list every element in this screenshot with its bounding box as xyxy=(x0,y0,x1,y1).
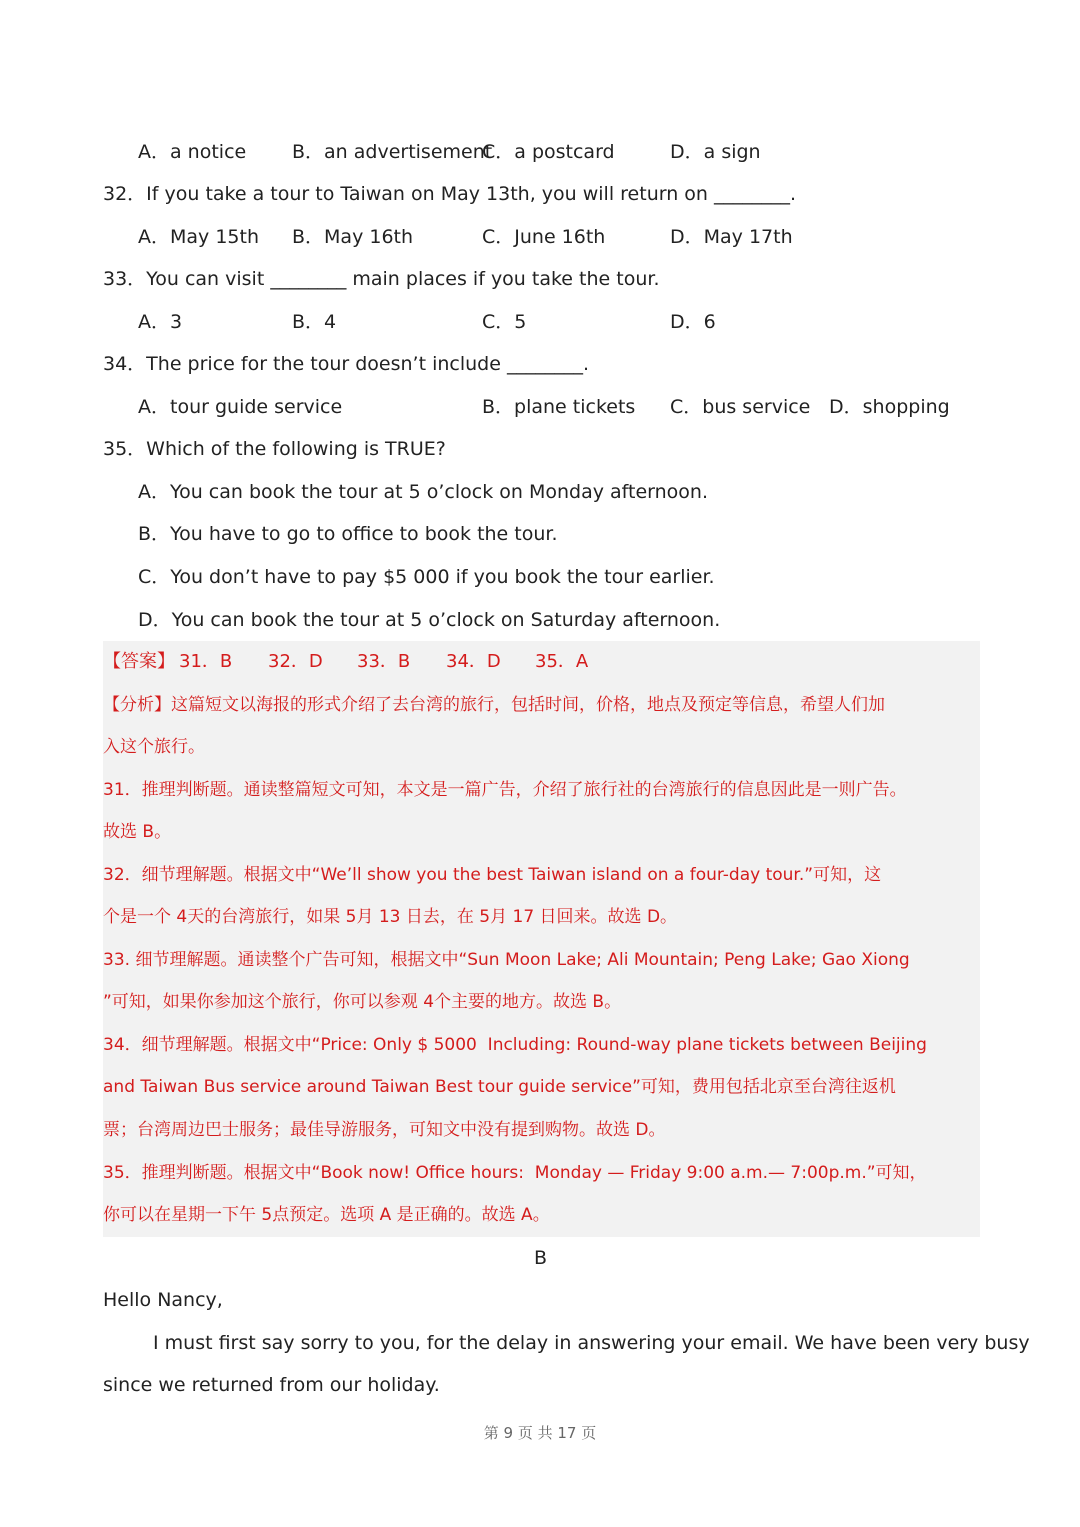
q33-option-d: D．6 xyxy=(670,311,716,333)
answer-34: 34．D xyxy=(446,651,501,672)
section-heading: B xyxy=(534,1247,548,1269)
answer-label: 【答案】 xyxy=(103,651,175,672)
q32-option-a: A．May 15th xyxy=(138,226,259,248)
analysis-line: ”可知，如果你参加这个旅行，你可以参观 4个主要的地方。故选 B。 xyxy=(103,992,622,1012)
q33-option-b: B．4 xyxy=(292,311,337,333)
q31-option-a: A．a notice xyxy=(138,141,247,163)
q33-option-c: C．5 xyxy=(482,311,527,333)
q32-stem: 32．If you take a tour to Taiwan on May 13th, you will return on ________. xyxy=(103,183,797,205)
letter-greeting: Hello Nancy, xyxy=(103,1289,223,1311)
q33-option-a: A．3 xyxy=(138,311,183,333)
q35-option-c: C．You don’t have to pay $5 000 if you book the tour earlier. xyxy=(138,566,715,588)
q32-option-b: B．May 16th xyxy=(292,226,414,248)
answer-33: 33．B xyxy=(357,651,411,672)
q35-stem: 35．Which of the following is TRUE? xyxy=(103,438,446,460)
analysis-line: 31．推理判断题。通读整篇短文可知，本文是一篇广告，介绍了旅行社的台湾旅行的信息因此是一则广告。 xyxy=(103,780,907,800)
q32-option-d: D．May 17th xyxy=(670,226,793,248)
letter-paragraph-line: I must first say sorry to you, for the delay in answering your email. We have been very busy xyxy=(153,1332,1030,1354)
answer-32: 32．D xyxy=(268,651,323,672)
analysis-line: 34．细节理解题。根据文中“Price: Only $ 5000 Including: Round-way plane tickets between Beijing xyxy=(103,1035,927,1055)
q35-option-a: A．You can book the tour at 5 o’clock on Monday afternoon. xyxy=(138,481,709,503)
q33-stem: 33．You can visit ________ main places if you take the tour. xyxy=(103,268,660,290)
analysis-line: 入这个旅行。 xyxy=(103,737,205,757)
analysis-line: 你可以在星期一下午 5点预定。选项 A 是正确的。故选 A。 xyxy=(103,1205,550,1225)
q31-option-c: C．a postcard xyxy=(482,141,615,163)
answer-35: 35．A xyxy=(535,651,589,672)
q34-option-b: B．plane tickets xyxy=(482,396,636,418)
analysis-line: 故选 B。 xyxy=(103,822,172,842)
q31-option-b: B．an advertisement xyxy=(292,141,493,163)
q34-option-d: D．shopping xyxy=(829,396,950,418)
analysis-line: 35．推理判断题。根据文中“Book now! Office hours: Monday — Friday 9:00 a.m.— 7:00p.m.”可知， xyxy=(103,1163,927,1183)
q35-option-b: B．You have to go to office to book the tour. xyxy=(138,523,558,545)
q34-option-c: C．bus service xyxy=(670,396,811,418)
answer-31: 31．B xyxy=(179,651,233,672)
analysis-line: 【分析】这篇短文以海报的形式介绍了去台湾的旅行，包括时间，价格，地点及预定等信息，希望人们加 xyxy=(103,695,885,715)
page-number-footer: 第 9 页 共 17 页 xyxy=(483,1424,597,1442)
analysis-line: 32．细节理解题。根据文中“We’ll show you the best Taiwan island on a four-day tour.”可知，这 xyxy=(103,865,882,885)
analysis-line: and Taiwan Bus service around Taiwan Best tour guide service”可知，费用包括北京至台湾往返机 xyxy=(103,1077,896,1097)
analysis-line: 个是一个 4天的台湾旅行，如果 5月 13 日去，在 5月 17 日回来。故选 D。 xyxy=(103,907,678,927)
analysis-line: 票；台湾周边巴士服务；最佳导游服务，可知文中没有提到购物。故选 D。 xyxy=(103,1120,666,1140)
q32-option-c: C．June 16th xyxy=(482,226,606,248)
q31-option-d: D．a sign xyxy=(670,141,761,163)
analysis-line: 33. 细节理解题。通读整个广告可知，根据文中“Sun Moon Lake; Ali Mountain; Peng Lake; Gao Xiong xyxy=(103,950,910,970)
q34-option-a: A．tour guide service xyxy=(138,396,343,418)
q35-option-d: D．You can book the tour at 5 o’clock on Saturday afternoon. xyxy=(138,609,721,631)
q34-stem: 34．The price for the tour doesn’t include ________. xyxy=(103,353,589,375)
answer-analysis-box xyxy=(103,641,980,1237)
letter-paragraph-line: since we returned from our holiday. xyxy=(103,1374,440,1396)
